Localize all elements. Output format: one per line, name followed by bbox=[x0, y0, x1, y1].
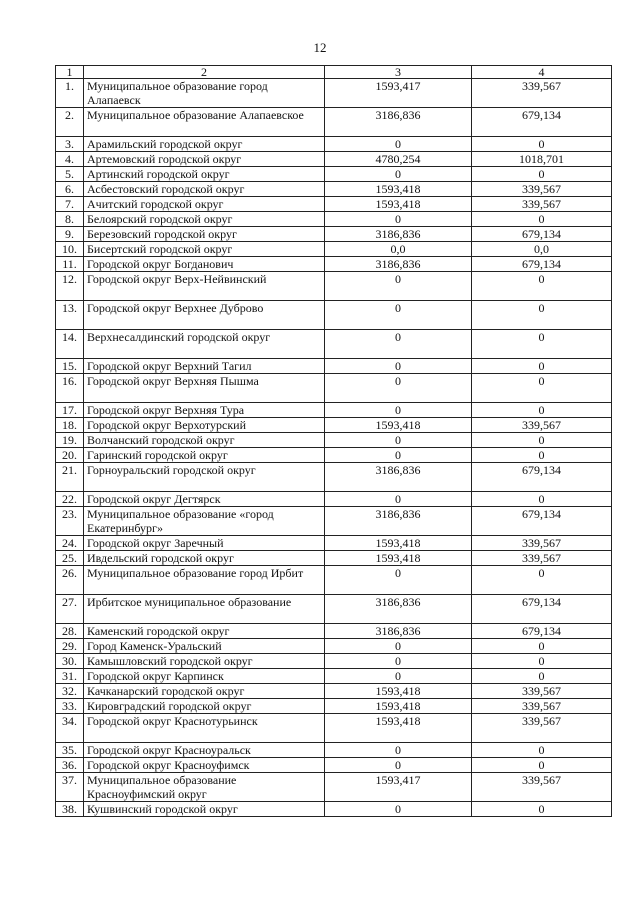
municipality-name: Городской округ Верхотурский bbox=[84, 418, 325, 433]
municipality-name: Муниципальное образование «город Екатеринбург» bbox=[84, 507, 325, 536]
table-row bbox=[56, 197, 612, 212]
table-row bbox=[56, 108, 612, 137]
municipality-name: Городской округ Верхнее Дуброво bbox=[84, 301, 325, 330]
value-col3: 0 bbox=[325, 167, 472, 182]
table-row bbox=[56, 403, 612, 418]
value-col4: 339,567 bbox=[472, 182, 612, 197]
table-row bbox=[56, 418, 612, 433]
table-row bbox=[56, 758, 612, 773]
municipality-name: Городской округ Заречный bbox=[84, 536, 325, 551]
value-col3: 3186,836 bbox=[325, 507, 472, 536]
row-number: 4. bbox=[56, 152, 84, 167]
column-header-name: 2 bbox=[84, 66, 325, 79]
value-col3: 1593,418 bbox=[325, 684, 472, 699]
row-number: 20. bbox=[56, 448, 84, 463]
value-col4: 0 bbox=[472, 301, 612, 330]
value-col3: 1593,418 bbox=[325, 182, 472, 197]
municipality-name: Бисертский городской округ bbox=[84, 242, 325, 257]
row-number: 1. bbox=[56, 79, 84, 108]
municipality-name: Городской округ Краснотурьинск bbox=[84, 714, 325, 743]
value-col3: 0 bbox=[325, 359, 472, 374]
table-row bbox=[56, 301, 612, 330]
row-number: 32. bbox=[56, 684, 84, 699]
row-number: 18. bbox=[56, 418, 84, 433]
municipality-name: Артемовский городской округ bbox=[84, 152, 325, 167]
municipality-name: Городской округ Красноуральск bbox=[84, 743, 325, 758]
value-col3: 0 bbox=[325, 448, 472, 463]
table-row bbox=[56, 699, 612, 714]
column-header-number: 1 bbox=[56, 66, 84, 79]
municipality-name: Арамильский городской округ bbox=[84, 137, 325, 152]
table-row bbox=[56, 374, 612, 403]
table-row bbox=[56, 743, 612, 758]
value-col3: 1593,418 bbox=[325, 699, 472, 714]
value-col3: 0 bbox=[325, 301, 472, 330]
municipality-name: Ивдельский городской округ bbox=[84, 551, 325, 566]
municipality-name: Гаринский городской округ bbox=[84, 448, 325, 463]
value-col4: 0 bbox=[472, 167, 612, 182]
municipality-name: Верхнесалдинский городской округ bbox=[84, 330, 325, 359]
column-header-col4: 4 bbox=[472, 66, 612, 79]
value-col3: 3186,836 bbox=[325, 624, 472, 639]
municipality-name: Горноуральский городской округ bbox=[84, 463, 325, 492]
value-col4: 0 bbox=[472, 330, 612, 359]
row-number: 11. bbox=[56, 257, 84, 272]
table-row bbox=[56, 448, 612, 463]
table-row bbox=[56, 654, 612, 669]
municipality-name: Городской округ Верхняя Тура bbox=[84, 403, 325, 418]
value-col3: 1593,418 bbox=[325, 714, 472, 743]
municipality-name: Городской округ Красноуфимск bbox=[84, 758, 325, 773]
municipality-name: Каменский городской округ bbox=[84, 624, 325, 639]
value-col4: 339,567 bbox=[472, 773, 612, 802]
table-row bbox=[56, 463, 612, 492]
row-number: 6. bbox=[56, 182, 84, 197]
table-row bbox=[56, 227, 612, 242]
value-col3: 0 bbox=[325, 403, 472, 418]
row-number: 29. bbox=[56, 639, 84, 654]
value-col4: 0 bbox=[472, 654, 612, 669]
value-col3: 0 bbox=[325, 743, 472, 758]
row-number: 9. bbox=[56, 227, 84, 242]
table-row bbox=[56, 595, 612, 624]
value-col4: 679,134 bbox=[472, 227, 612, 242]
row-number: 16. bbox=[56, 374, 84, 403]
value-col3: 0 bbox=[325, 802, 472, 817]
value-col4: 339,567 bbox=[472, 79, 612, 108]
value-col3: 0 bbox=[325, 137, 472, 152]
value-col3: 0 bbox=[325, 374, 472, 403]
municipality-name: Березовский городской округ bbox=[84, 227, 325, 242]
value-col3: 3186,836 bbox=[325, 595, 472, 624]
municipality-name: Качканарский городской округ bbox=[84, 684, 325, 699]
municipality-name: Городской округ Верхний Тагил bbox=[84, 359, 325, 374]
row-number: 33. bbox=[56, 699, 84, 714]
table-row bbox=[56, 433, 612, 448]
table-row bbox=[56, 639, 612, 654]
value-col4: 0 bbox=[472, 802, 612, 817]
municipality-name: Городской округ Верх-Нейвинский bbox=[84, 272, 325, 301]
value-col4: 0 bbox=[472, 639, 612, 654]
row-number: 2. bbox=[56, 108, 84, 137]
value-col4: 679,134 bbox=[472, 595, 612, 624]
table-row bbox=[56, 536, 612, 551]
value-col4: 0 bbox=[472, 566, 612, 595]
row-number: 10. bbox=[56, 242, 84, 257]
municipality-name: Муниципальное образование город Алапаевск bbox=[84, 79, 325, 108]
row-number: 38. bbox=[56, 802, 84, 817]
value-col4: 339,567 bbox=[472, 714, 612, 743]
municipality-name: Волчанский городской округ bbox=[84, 433, 325, 448]
table-row bbox=[56, 330, 612, 359]
municipality-name: Городской округ Дегтярск bbox=[84, 492, 325, 507]
value-col4: 339,567 bbox=[472, 551, 612, 566]
value-col4: 0 bbox=[472, 137, 612, 152]
municipality-name: Городской округ Карпинск bbox=[84, 669, 325, 684]
row-number: 17. bbox=[56, 403, 84, 418]
value-col4: 679,134 bbox=[472, 108, 612, 137]
allocation-table bbox=[55, 65, 612, 817]
value-col4: 679,134 bbox=[472, 257, 612, 272]
value-col3: 0 bbox=[325, 330, 472, 359]
value-col3: 4780,254 bbox=[325, 152, 472, 167]
table-row bbox=[56, 669, 612, 684]
value-col3: 0 bbox=[325, 639, 472, 654]
value-col4: 0 bbox=[472, 669, 612, 684]
table-row bbox=[56, 242, 612, 257]
municipality-name: Кушвинский городской округ bbox=[84, 802, 325, 817]
value-col4: 679,134 bbox=[472, 507, 612, 536]
value-col3: 0 bbox=[325, 654, 472, 669]
value-col3: 1593,418 bbox=[325, 418, 472, 433]
value-col3: 1593,417 bbox=[325, 773, 472, 802]
row-number: 30. bbox=[56, 654, 84, 669]
value-col4: 0 bbox=[472, 743, 612, 758]
value-col4: 339,567 bbox=[472, 536, 612, 551]
page-number: 12 bbox=[313, 40, 327, 55]
value-col4: 679,134 bbox=[472, 624, 612, 639]
value-col3: 0 bbox=[325, 492, 472, 507]
municipality-name: Муниципальное образование город Ирбит bbox=[84, 566, 325, 595]
value-col3: 0 bbox=[325, 272, 472, 301]
table-row bbox=[56, 359, 612, 374]
municipality-name: Ирбитское муниципальное образование bbox=[84, 595, 325, 624]
row-number: 8. bbox=[56, 212, 84, 227]
municipality-name: Городской округ Верхняя Пышма bbox=[84, 374, 325, 403]
row-number: 22. bbox=[56, 492, 84, 507]
value-col3: 0 bbox=[325, 669, 472, 684]
value-col3: 0 bbox=[325, 433, 472, 448]
value-col4: 0 bbox=[472, 403, 612, 418]
row-number: 12. bbox=[56, 272, 84, 301]
row-number: 13. bbox=[56, 301, 84, 330]
municipality-name: Камышловский городской округ bbox=[84, 654, 325, 669]
row-number: 14. bbox=[56, 330, 84, 359]
row-number: 27. bbox=[56, 595, 84, 624]
value-col3: 3186,836 bbox=[325, 257, 472, 272]
value-col3: 3186,836 bbox=[325, 108, 472, 137]
value-col4: 0 bbox=[472, 212, 612, 227]
row-number: 31. bbox=[56, 669, 84, 684]
table-row bbox=[56, 212, 612, 227]
municipality-name: Муниципальное образование Красноуфимский округ bbox=[84, 773, 325, 802]
value-col4: 339,567 bbox=[472, 684, 612, 699]
row-number: 37. bbox=[56, 773, 84, 802]
value-col3: 0 bbox=[325, 758, 472, 773]
value-col3: 1593,418 bbox=[325, 197, 472, 212]
value-col3: 0 bbox=[325, 566, 472, 595]
table-row bbox=[56, 152, 612, 167]
municipality-name: Артинский городской округ bbox=[84, 167, 325, 182]
table-row bbox=[56, 137, 612, 152]
table-row bbox=[56, 257, 612, 272]
row-number: 5. bbox=[56, 167, 84, 182]
value-col4: 339,567 bbox=[472, 197, 612, 212]
row-number: 19. bbox=[56, 433, 84, 448]
row-number: 34. bbox=[56, 714, 84, 743]
row-number: 23. bbox=[56, 507, 84, 536]
table-row bbox=[56, 167, 612, 182]
table-row bbox=[56, 492, 612, 507]
value-col3: 1593,418 bbox=[325, 551, 472, 566]
table-row bbox=[56, 272, 612, 301]
row-number: 28. bbox=[56, 624, 84, 639]
municipality-name: Ачитский городской округ bbox=[84, 197, 325, 212]
table-row bbox=[56, 566, 612, 595]
table-row bbox=[56, 182, 612, 197]
row-number: 26. bbox=[56, 566, 84, 595]
column-header-col3: 3 bbox=[325, 66, 472, 79]
municipality-name: Город Каменск-Уральский bbox=[84, 639, 325, 654]
value-col3: 0,0 bbox=[325, 242, 472, 257]
value-col4: 679,134 bbox=[472, 463, 612, 492]
value-col3: 0 bbox=[325, 212, 472, 227]
municipality-name: Асбестовский городской округ bbox=[84, 182, 325, 197]
row-number: 25. bbox=[56, 551, 84, 566]
value-col4: 0,0 bbox=[472, 242, 612, 257]
municipality-name: Белоярский городской округ bbox=[84, 212, 325, 227]
row-number: 21. bbox=[56, 463, 84, 492]
table-row bbox=[56, 773, 612, 802]
value-col4: 0 bbox=[472, 758, 612, 773]
value-col3: 3186,836 bbox=[325, 227, 472, 242]
row-number: 35. bbox=[56, 743, 84, 758]
value-col4: 339,567 bbox=[472, 699, 612, 714]
value-col3: 1593,417 bbox=[325, 79, 472, 108]
municipality-name: Муниципальное образование Алапаевское bbox=[84, 108, 325, 137]
value-col3: 3186,836 bbox=[325, 463, 472, 492]
table-header-row bbox=[56, 66, 612, 79]
table-row bbox=[56, 714, 612, 743]
row-number: 24. bbox=[56, 536, 84, 551]
value-col4: 0 bbox=[472, 272, 612, 301]
value-col4: 339,567 bbox=[472, 418, 612, 433]
value-col4: 0 bbox=[472, 359, 612, 374]
table-row bbox=[56, 551, 612, 566]
value-col3: 1593,418 bbox=[325, 536, 472, 551]
value-col4: 0 bbox=[472, 433, 612, 448]
value-col4: 0 bbox=[472, 448, 612, 463]
value-col4: 1018,701 bbox=[472, 152, 612, 167]
row-number: 36. bbox=[56, 758, 84, 773]
value-col4: 0 bbox=[472, 492, 612, 507]
table-row bbox=[56, 684, 612, 699]
municipality-name: Кировградский городской округ bbox=[84, 699, 325, 714]
row-number: 3. bbox=[56, 137, 84, 152]
table-row bbox=[56, 507, 612, 536]
table-row bbox=[56, 79, 612, 108]
row-number: 7. bbox=[56, 197, 84, 212]
municipality-name: Городской округ Богданович bbox=[84, 257, 325, 272]
row-number: 15. bbox=[56, 359, 84, 374]
table-row bbox=[56, 802, 612, 817]
table-row bbox=[56, 624, 612, 639]
value-col4: 0 bbox=[472, 374, 612, 403]
